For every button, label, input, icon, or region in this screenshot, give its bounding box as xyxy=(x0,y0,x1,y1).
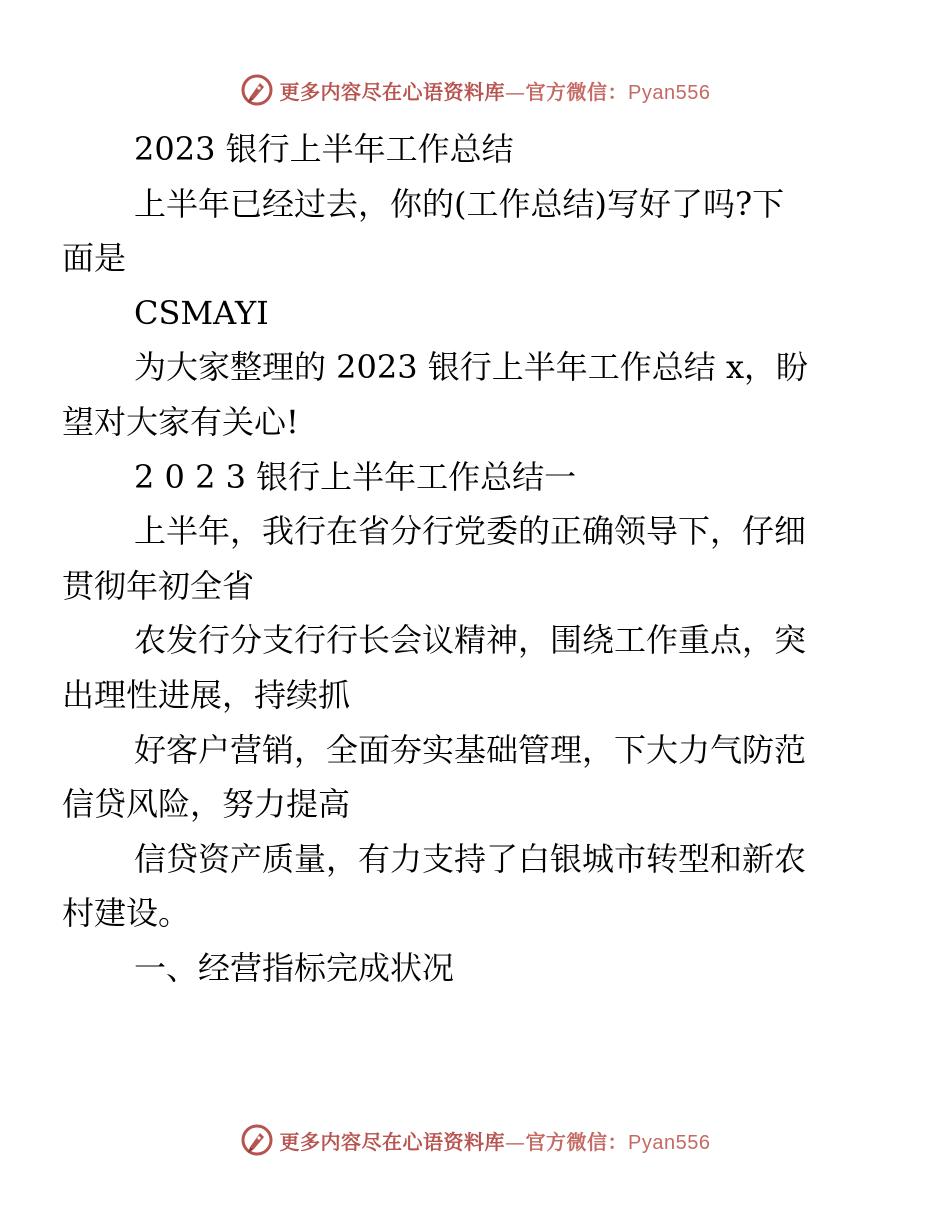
paragraph-line: 信贷资产质量，有力支持了白银城市转型和新农 xyxy=(134,839,807,878)
footer-banner-text xyxy=(280,1126,711,1155)
paragraph-line: 信贷风险，努力提高 xyxy=(62,785,351,824)
paragraph-line: 望对大家有关心! xyxy=(62,402,299,441)
paragraph xyxy=(62,177,858,286)
doc-title xyxy=(98,122,858,177)
header-banner-inner xyxy=(240,73,711,107)
paragraph xyxy=(98,286,858,341)
paragraph-line: 2 0 2 3 银行上半年工作总结一 xyxy=(134,457,577,496)
section-heading xyxy=(98,450,858,505)
banner-main-text: 更多内容尽在心语资料库 xyxy=(279,1129,506,1154)
banner-wechat-id: Pyan556 xyxy=(628,81,711,104)
paragraph-line: 农发行分支行行长会议精神，围绕工作重点，突 xyxy=(134,621,807,660)
paragraph-line: 村建设。 xyxy=(62,894,191,933)
document-body xyxy=(62,122,858,996)
paragraph-line: 面是 xyxy=(62,239,127,278)
paragraph-line: 出理性进展，持续抓 xyxy=(62,675,351,714)
header-banner-text xyxy=(280,76,711,105)
section-heading xyxy=(98,941,858,996)
paragraph xyxy=(62,613,858,722)
paragraph-line: 为大家整理的 2023 银行上半年工作总结 x，盼 xyxy=(134,348,809,387)
footer-banner xyxy=(0,1118,950,1162)
banner-dash: — xyxy=(505,1129,526,1154)
banner-wechat-label: 官方微信： xyxy=(525,1129,629,1154)
paragraph-line: CSMAYI xyxy=(134,293,269,332)
pen-nib-logo-icon xyxy=(240,73,274,107)
banner-wechat-label: 官方微信： xyxy=(525,79,629,104)
paragraph-line: 2023 银行上半年工作总结 xyxy=(134,130,514,168)
header-banner xyxy=(0,68,950,112)
footer-banner-inner xyxy=(240,1123,711,1157)
paragraph-line: 上半年已经过去，你的(工作总结)写好了吗?下 xyxy=(134,184,785,223)
paragraph xyxy=(62,832,858,941)
paragraph xyxy=(62,723,858,832)
banner-wechat-id: Pyan556 xyxy=(628,1131,711,1154)
paragraph-line: 好客户营销，全面夯实基础管理，下大力气防范 xyxy=(134,730,807,769)
banner-dash: — xyxy=(505,79,526,104)
pen-nib-logo-icon xyxy=(240,1123,274,1157)
paragraph xyxy=(62,504,858,613)
paragraph-line: 上半年，我行在省分行党委的正确领导下，仔细 xyxy=(134,512,807,551)
banner-main-text: 更多内容尽在心语资料库 xyxy=(279,79,506,104)
paragraph-line: 一、经营指标完成状况 xyxy=(134,948,455,987)
paragraph-line: 贯彻年初全省 xyxy=(62,566,255,605)
paragraph xyxy=(62,340,858,449)
